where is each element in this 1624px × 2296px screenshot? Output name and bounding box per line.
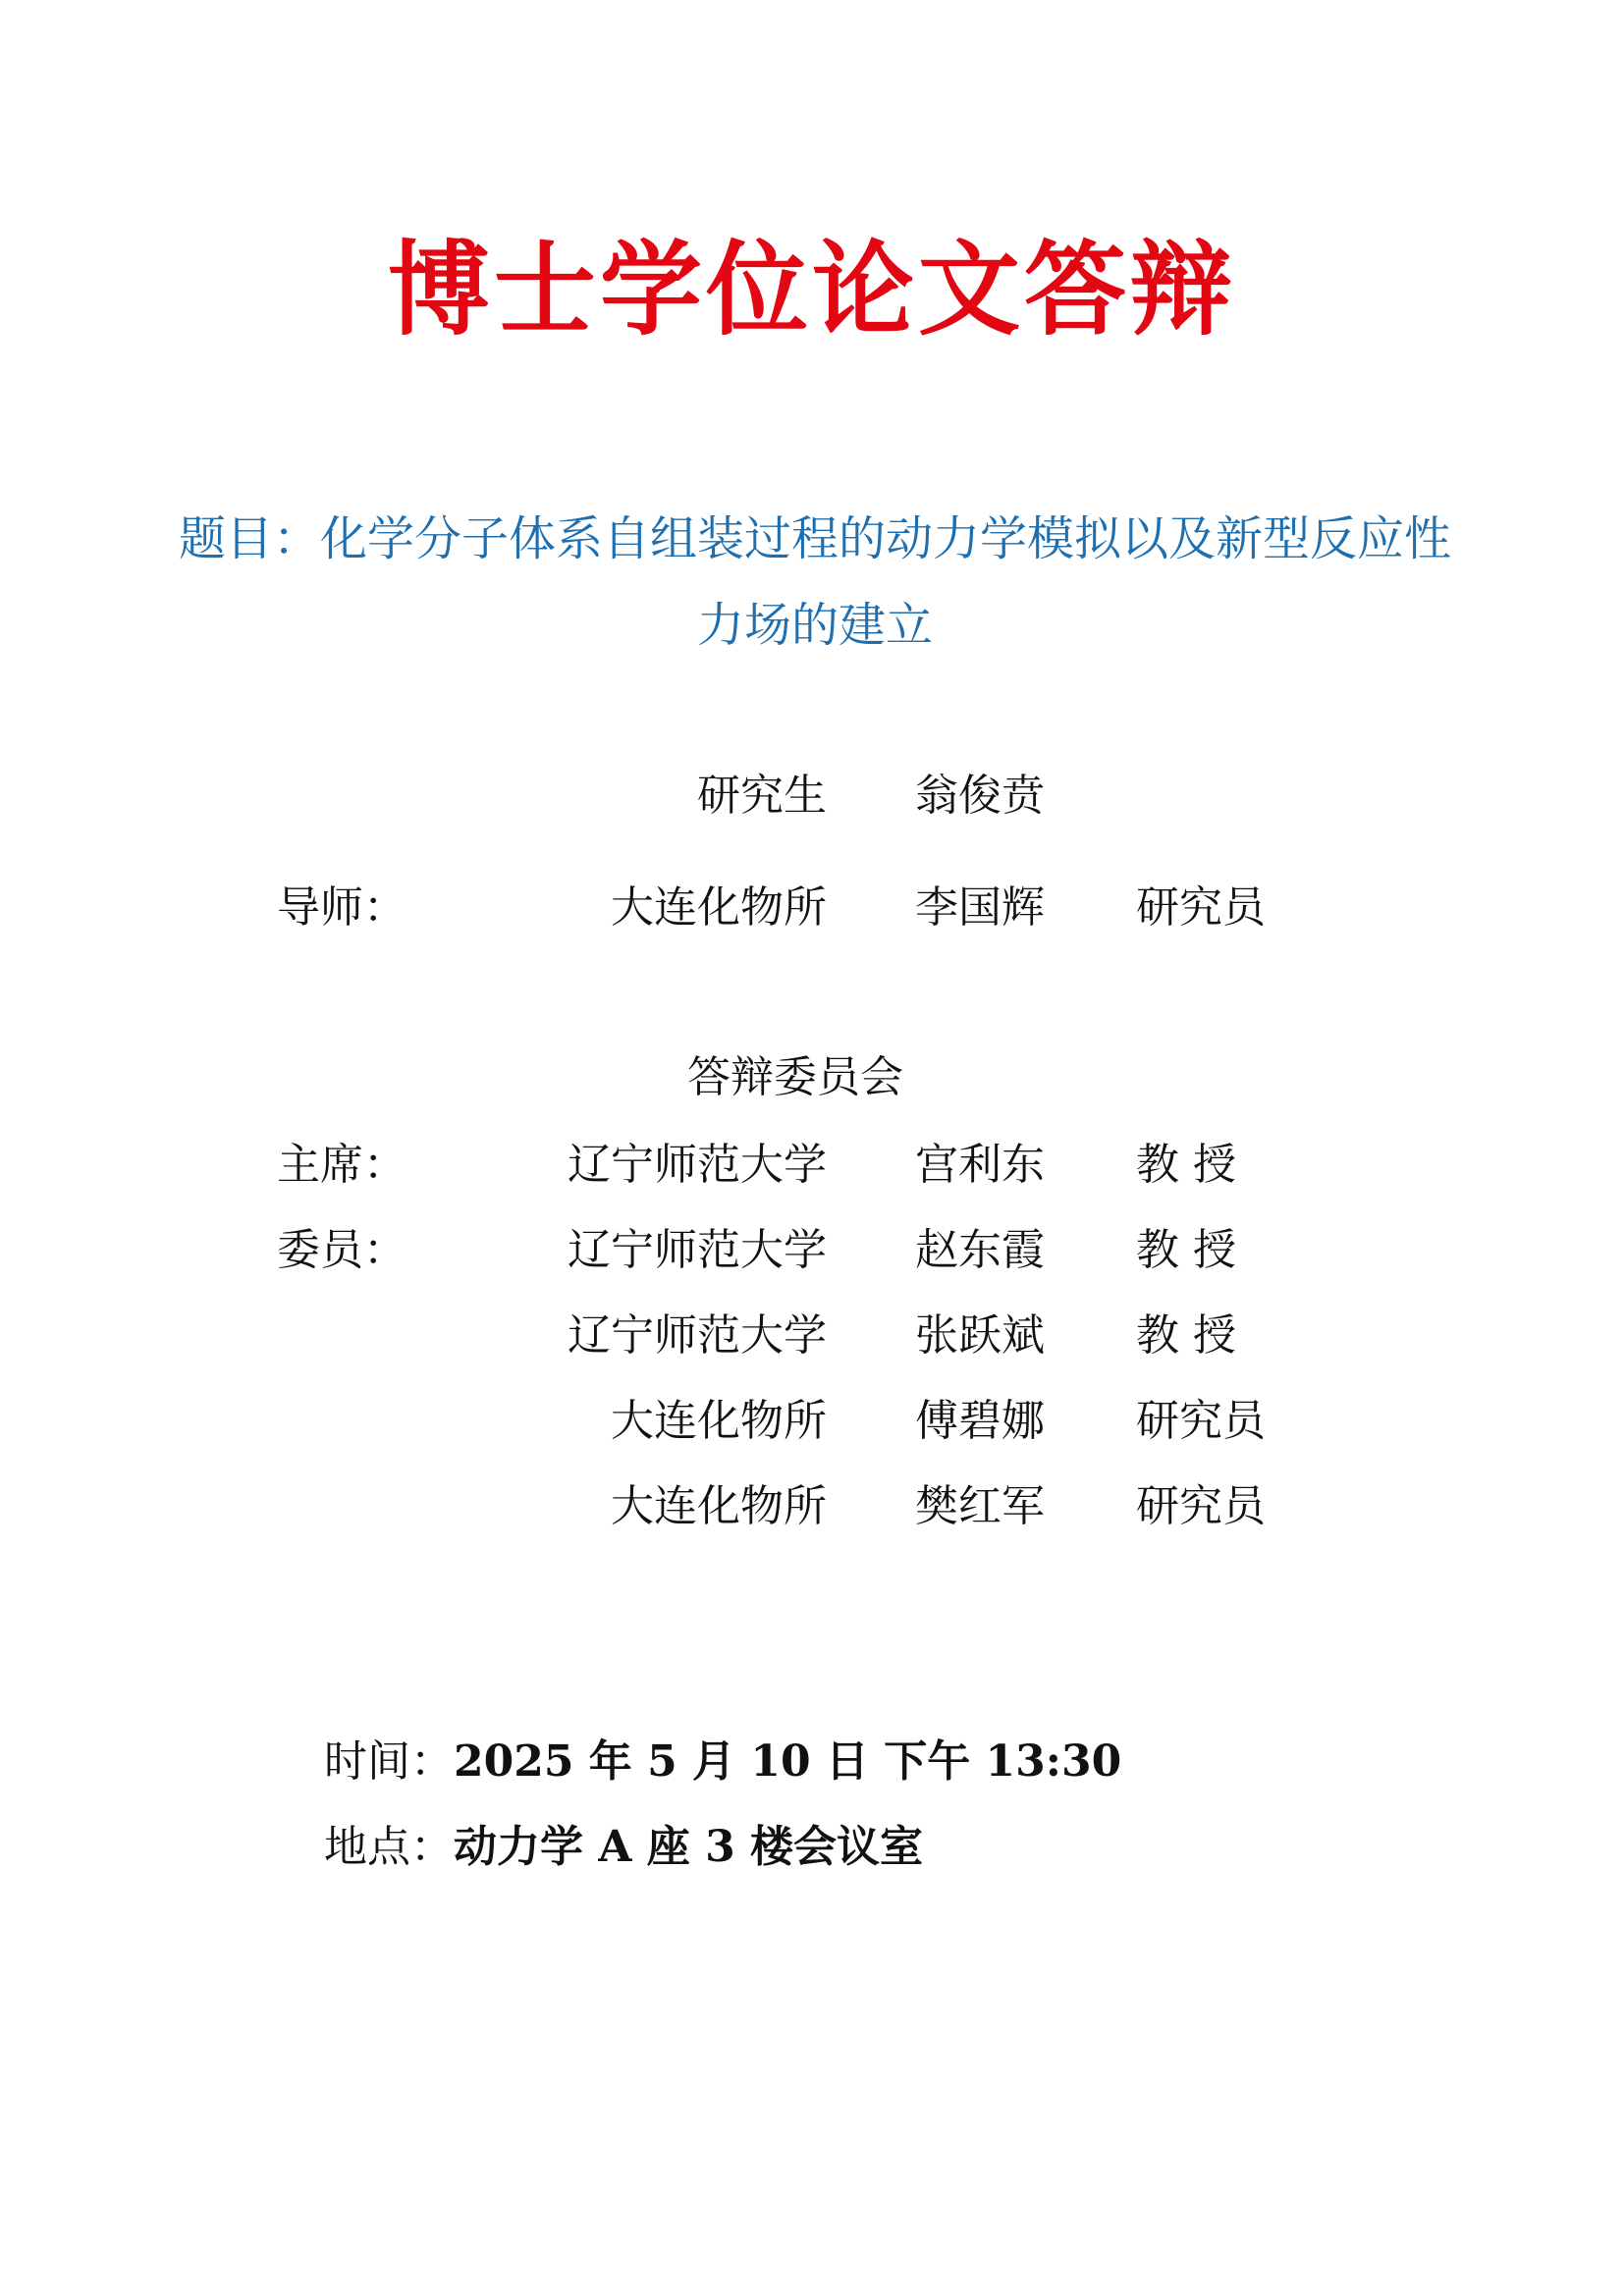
student-label: 研究生	[697, 771, 827, 821]
committee-member-org: 辽宁师范大学	[568, 1140, 827, 1190]
advisor-title: 研究员	[1136, 882, 1266, 933]
advisor-org: 大连化物所	[611, 882, 827, 933]
committee-member-org: 辽宁师范大学	[568, 1225, 827, 1275]
committee-member-title: 教 授	[1136, 1310, 1236, 1361]
advisor-label: 导师：	[277, 882, 406, 933]
member-label: 委员：	[277, 1225, 406, 1275]
committee-member-title: 教 授	[1136, 1140, 1236, 1190]
time-label: 时间：	[324, 1736, 454, 1787]
time-value: 2025 年 5 月 10 日 下午 13:30	[454, 1736, 1122, 1787]
thesis-topic-line-2: 力场的建立	[696, 598, 933, 653]
page-title: 博士学位论文答辩	[387, 230, 1236, 349]
committee-member-name: 傅碧娜	[915, 1396, 1045, 1446]
committee-member-title: 教 授	[1136, 1225, 1236, 1275]
committee-member-name: 樊红军	[915, 1481, 1045, 1531]
thesis-topic-line-1: 题目：化学分子体系自组装过程的动力学模拟以及新型反应性	[178, 511, 1451, 566]
committee-member-title: 研究员	[1136, 1481, 1266, 1531]
place-label: 地点：	[324, 1822, 454, 1872]
advisor-name: 李国辉	[915, 882, 1045, 933]
student-name: 翁俊贲	[915, 771, 1045, 821]
defense-place	[324, 1818, 923, 1877]
committee-member-org: 辽宁师范大学	[568, 1310, 827, 1361]
committee-member-org: 大连化物所	[611, 1481, 827, 1531]
chair-label: 主席：	[277, 1140, 406, 1190]
thesis-topic	[118, 496, 1512, 668]
place-value: 动力学 A 座 3 楼会议室	[454, 1822, 924, 1872]
committee-heading: 答辩委员会	[687, 1052, 903, 1102]
defense-time	[324, 1733, 1121, 1791]
committee-member-name: 宫利东	[915, 1140, 1045, 1190]
committee-member-org: 大连化物所	[611, 1396, 827, 1446]
committee-member-title: 研究员	[1136, 1396, 1266, 1446]
committee-member-name: 张跃斌	[915, 1310, 1045, 1361]
committee-member-name: 赵东霞	[915, 1225, 1045, 1275]
